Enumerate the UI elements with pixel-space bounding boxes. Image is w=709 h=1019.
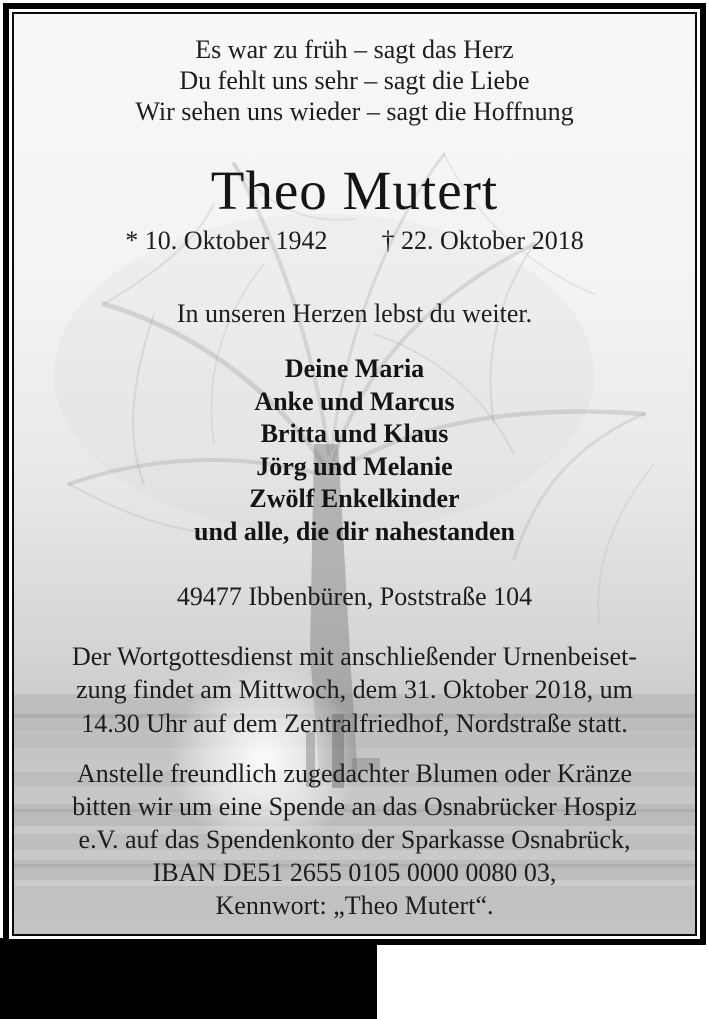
epigraph-line: Du fehlt uns sehr – sagt die Liebe bbox=[179, 66, 530, 95]
address-line: 49477 Ibbenbüren, Poststraße 104 bbox=[176, 581, 533, 611]
obituary-text bbox=[14, 14, 695, 934]
donation-line: e.V. auf das Spendenkonto der Sparkasse Osnabrück, bbox=[78, 825, 631, 855]
remembrance-line: In unseren Herzen lebst du weiter. bbox=[176, 299, 533, 328]
birth-star-icon: * bbox=[125, 226, 139, 255]
death-dagger-icon: † bbox=[381, 226, 395, 255]
mourner-line: Zwölf Enkelkinder bbox=[249, 484, 460, 514]
death-date-text: 22. Oktober 2018 bbox=[401, 226, 584, 255]
service-line: Der Wortgottesdienst mit anschließender Urnenbeiset- bbox=[72, 641, 637, 671]
death-date bbox=[382, 225, 584, 256]
obituary-card-frame bbox=[3, 3, 706, 945]
frame-white-gap bbox=[9, 9, 700, 939]
deceased-name: Theo Mutert bbox=[210, 160, 499, 221]
mourner-line: und alle, die dir nahestanden bbox=[193, 516, 515, 546]
mourner-line: Anke und Marcus bbox=[254, 386, 455, 416]
donation-line: bitten wir um eine Spende an das Osnabrücker Hospiz bbox=[72, 792, 637, 822]
donation-notice bbox=[14, 757, 695, 922]
epigraph bbox=[14, 34, 695, 127]
obituary-card bbox=[12, 12, 697, 936]
bottom-left-black-block bbox=[0, 938, 377, 1019]
donation-line: Anstelle freundlich zugedachter Blumen oder Kränze bbox=[76, 759, 633, 789]
donation-line: Kennwort: „Theo Mutert“. bbox=[215, 891, 494, 921]
service-line: zung findet am Mittwoch, dem 31. Oktober 2018, um bbox=[76, 675, 633, 705]
service-line: 14.30 Uhr auf dem Zentralfriedhof, Nordstraße statt. bbox=[81, 708, 628, 738]
epigraph-line: Es war zu früh – sagt das Herz bbox=[195, 35, 514, 64]
mourner-line: Deine Maria bbox=[284, 354, 425, 383]
donation-line: IBAN DE51 2655 0105 0000 0080 03, bbox=[152, 858, 557, 888]
mourner-line: Jörg und Melanie bbox=[256, 451, 453, 481]
service-notice bbox=[14, 640, 695, 741]
birth-date bbox=[125, 225, 327, 256]
mourner-line: Britta und Klaus bbox=[260, 419, 449, 449]
mourners-list bbox=[14, 353, 695, 549]
epigraph-line: Wir sehen uns wieder – sagt die Hoffnung bbox=[135, 97, 574, 126]
life-dates bbox=[14, 225, 695, 256]
birth-date-text: 10. Oktober 1942 bbox=[144, 226, 328, 255]
